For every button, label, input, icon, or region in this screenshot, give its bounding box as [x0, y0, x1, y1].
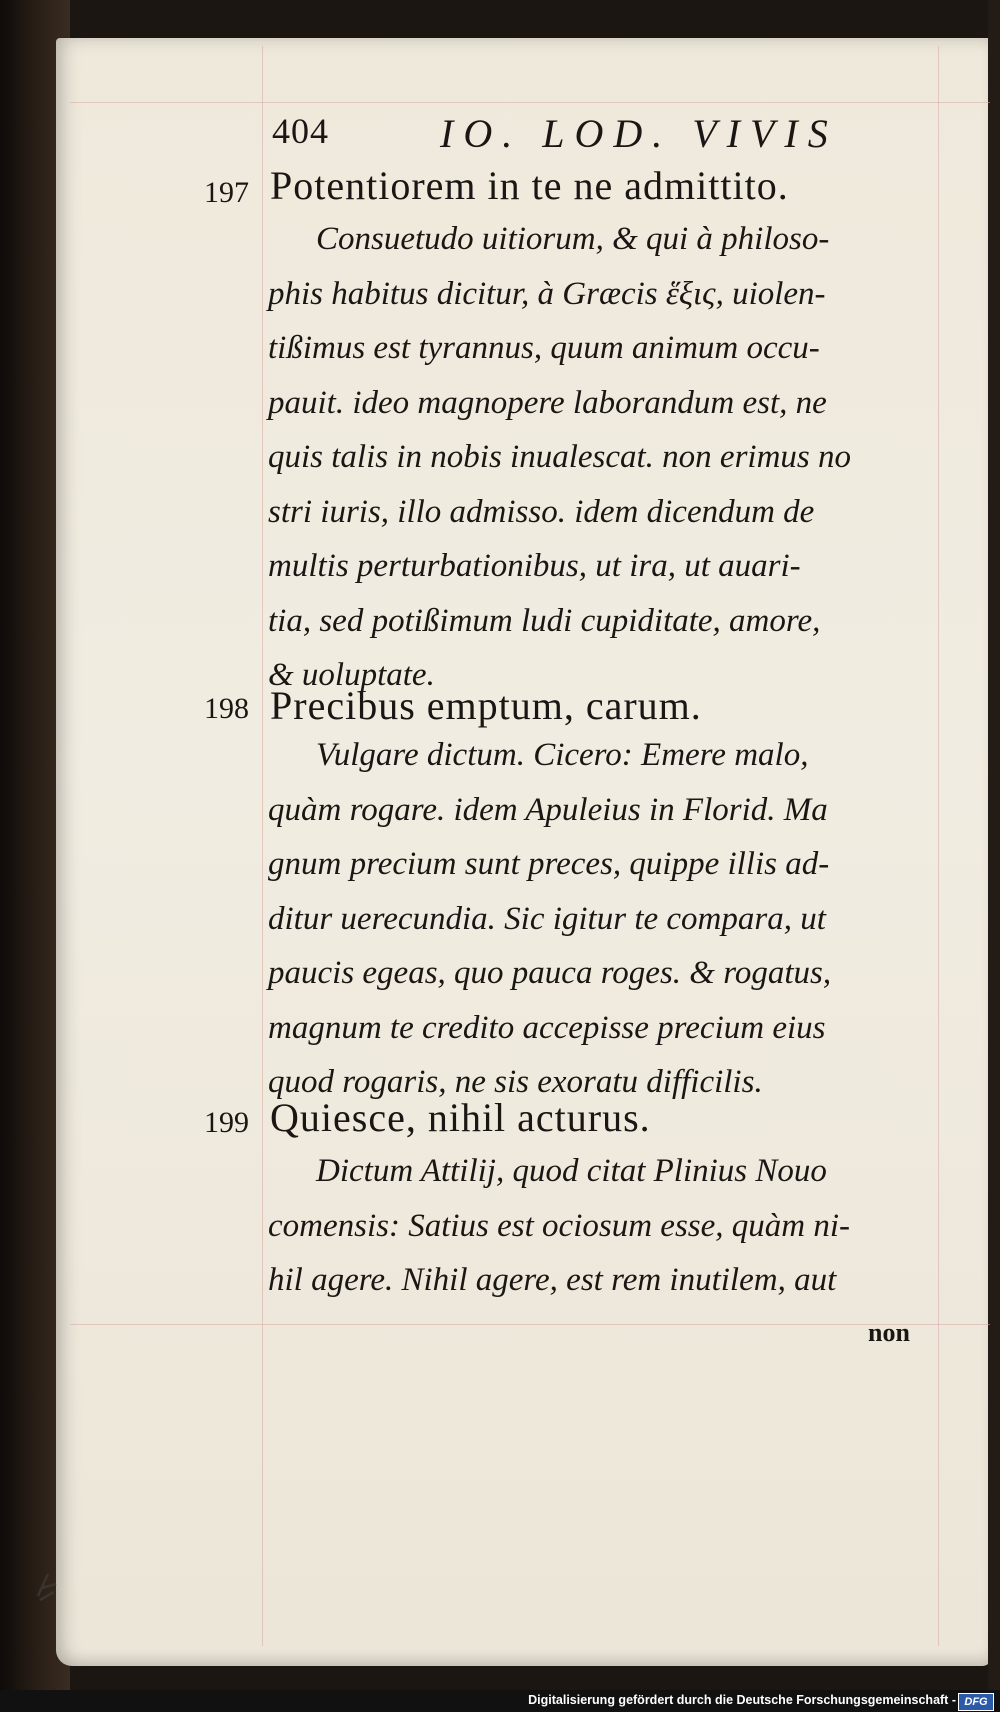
digitization-footer [0, 1690, 1000, 1712]
ruling-line-right [938, 46, 939, 1646]
text-line: & uoluptate. [268, 657, 435, 693]
text-line: gnum precium sunt preces, quippe illis ad- [268, 846, 830, 882]
text-line: Vulgare dictum. Cicero: Emere malo, [316, 737, 809, 773]
text-line: Dictum Attilij, quod citat Plinius Nouo [316, 1153, 827, 1189]
entry-commentary [268, 1144, 938, 1308]
text-line: paucis egeas, quo pauca roges. & rogatus, [268, 955, 832, 991]
entry-commentary [268, 212, 938, 703]
dfg-logo: DFG [958, 1693, 994, 1711]
entry-number: 199 [204, 1106, 249, 1139]
page-edge [988, 0, 1000, 1712]
text-line: Consuetudo uitiorum, & qui à philoso- [316, 221, 830, 257]
catchword: non [868, 1318, 910, 1347]
text-line: ditur uerecundia. Sic igitur te compara, ut [268, 900, 826, 937]
text-line: quod rogaris, ne sis exoratu difficilis. [268, 1064, 763, 1100]
running-title: IO. LOD. VIVIS [440, 111, 838, 156]
ruling-line-bottom [70, 1324, 990, 1325]
entry-number: 198 [204, 692, 249, 725]
text-line: multis perturbationibus, ut ira, ut auari- [268, 548, 801, 584]
footer-credit: Digitalisierung gefördert durch die Deutsche Forschungsgemeinschaft - [528, 1693, 956, 1707]
text-line: quis talis in nobis inualescat. non erimus no [268, 439, 852, 475]
entry-title: Precibus emptum, carum. [270, 683, 702, 728]
entry-title: Quiesce, nihil acturus. [270, 1095, 651, 1140]
text-line: tißimus est tyrannus, quum animum occu- [268, 330, 820, 366]
text-line: stri iuris, illo admisso. idem dicendum de [268, 493, 815, 530]
text-line: magnum te credito accepisse precium eius [268, 1009, 826, 1046]
text-line: tia, sed potißimum ludi cupiditate, amore, [268, 602, 821, 639]
running-head [0, 110, 1000, 160]
ruling-line-left [262, 46, 263, 1646]
text-line: phis habitus dicitur, à Græcis ἕξις, uiolen- [268, 275, 826, 312]
entry-number: 197 [204, 176, 249, 209]
entry-commentary [268, 728, 938, 1110]
text-line: pauit. ideo magnopere laborandum est, ne [268, 384, 827, 421]
text-line: hil agere. Nihil agere, est rem inutilem, aut [268, 1262, 837, 1298]
text-line: quàm rogare. idem Apuleius in Florid. Ma [268, 791, 828, 828]
ruling-line-top [70, 102, 990, 103]
entry-title: Potentiorem in te ne admittito. [270, 163, 789, 208]
pencil-mark-icon [34, 1566, 64, 1602]
page-number: 404 [272, 111, 329, 151]
text-line: comensis: Satius est ociosum esse, quàm ni- [268, 1207, 851, 1244]
